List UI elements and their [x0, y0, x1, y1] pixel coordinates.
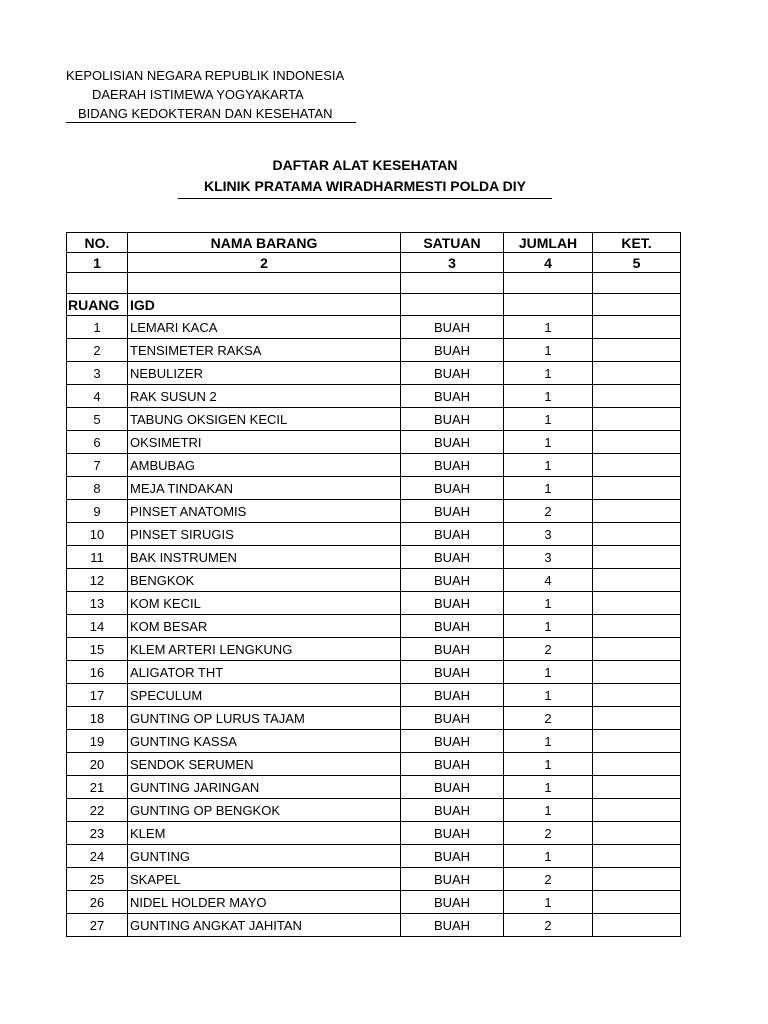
item-quantity: 1	[504, 316, 593, 339]
table-row	[67, 845, 681, 868]
item-notes	[593, 776, 681, 799]
item-number: 14	[67, 615, 128, 638]
item-number: 1	[67, 316, 128, 339]
item-quantity: 1	[504, 408, 593, 431]
item-unit: BUAH	[401, 707, 504, 730]
table-row	[67, 615, 681, 638]
table-row	[67, 799, 681, 822]
item-notes	[593, 569, 681, 592]
item-unit: BUAH	[401, 362, 504, 385]
item-unit: BUAH	[401, 339, 504, 362]
table-row	[67, 339, 681, 362]
item-name: NIDEL HOLDER MAYO	[128, 891, 401, 914]
column-number: 1	[67, 253, 128, 273]
item-name: AMBUBAG	[128, 454, 401, 477]
table-row	[67, 523, 681, 546]
item-number: 18	[67, 707, 128, 730]
item-unit: BUAH	[401, 822, 504, 845]
empty-cell	[128, 273, 401, 294]
item-unit: BUAH	[401, 615, 504, 638]
header-unit: SATUAN	[401, 233, 504, 253]
item-name: RAK SUSUN 2	[128, 385, 401, 408]
item-quantity: 2	[504, 638, 593, 661]
item-number: 15	[67, 638, 128, 661]
item-quantity: 3	[504, 523, 593, 546]
item-number: 3	[67, 362, 128, 385]
item-unit: BUAH	[401, 592, 504, 615]
item-number: 5	[67, 408, 128, 431]
item-number: 21	[67, 776, 128, 799]
table-row	[67, 707, 681, 730]
table-row	[67, 822, 681, 845]
item-unit: BUAH	[401, 661, 504, 684]
section-label: RUANG	[67, 294, 128, 316]
item-notes	[593, 454, 681, 477]
table-row	[67, 730, 681, 753]
table-row	[67, 408, 681, 431]
item-number: 8	[67, 477, 128, 500]
item-unit: BUAH	[401, 316, 504, 339]
item-quantity: 1	[504, 845, 593, 868]
item-number: 12	[67, 569, 128, 592]
letterhead-line-2: DAERAH ISTIMEWA YOGYAKARTA	[92, 87, 304, 102]
empty-cell	[504, 273, 593, 294]
title-line-2: KLINIK PRATAMA WIRADHARMESTI POLDA DIY	[204, 178, 526, 194]
item-name: SENDOK SERUMEN	[128, 753, 401, 776]
empty-cell	[593, 273, 681, 294]
item-notes	[593, 730, 681, 753]
item-name: GUNTING	[128, 845, 401, 868]
item-quantity: 2	[504, 868, 593, 891]
empty-cell	[401, 273, 504, 294]
item-number: 10	[67, 523, 128, 546]
table-row	[67, 569, 681, 592]
title-line-1: DAFTAR ALAT KESEHATAN	[272, 157, 458, 173]
item-notes	[593, 753, 681, 776]
item-quantity: 1	[504, 799, 593, 822]
table-row	[67, 431, 681, 454]
item-quantity: 1	[504, 730, 593, 753]
table-row	[67, 546, 681, 569]
item-number: 6	[67, 431, 128, 454]
header-notes: KET.	[593, 233, 681, 253]
column-number: 4	[504, 253, 593, 273]
item-name: SPECULUM	[128, 684, 401, 707]
item-name: SKAPEL	[128, 868, 401, 891]
item-unit: BUAH	[401, 546, 504, 569]
item-unit: BUAH	[401, 730, 504, 753]
item-notes	[593, 822, 681, 845]
item-notes	[593, 707, 681, 730]
item-name: NEBULIZER	[128, 362, 401, 385]
item-number: 16	[67, 661, 128, 684]
table-row	[67, 684, 681, 707]
item-name: GUNTING KASSA	[128, 730, 401, 753]
item-quantity: 1	[504, 891, 593, 914]
item-number: 13	[67, 592, 128, 615]
item-quantity: 1	[504, 477, 593, 500]
table-row	[67, 776, 681, 799]
table-row	[67, 362, 681, 385]
item-quantity: 2	[504, 914, 593, 937]
item-quantity: 2	[504, 822, 593, 845]
table-row	[67, 868, 681, 891]
item-notes	[593, 500, 681, 523]
table-row	[67, 316, 681, 339]
item-name: GUNTING OP BENGKOK	[128, 799, 401, 822]
item-number: 17	[67, 684, 128, 707]
document-title	[178, 155, 552, 199]
item-quantity: 1	[504, 339, 593, 362]
item-quantity: 1	[504, 454, 593, 477]
item-notes	[593, 661, 681, 684]
item-number: 11	[67, 546, 128, 569]
header-qty: JUMLAH	[504, 233, 593, 253]
item-name: KOM BESAR	[128, 615, 401, 638]
inventory-table	[66, 232, 681, 937]
item-unit: BUAH	[401, 776, 504, 799]
item-notes	[593, 684, 681, 707]
item-notes	[593, 799, 681, 822]
item-number: 24	[67, 845, 128, 868]
item-unit: BUAH	[401, 477, 504, 500]
item-notes	[593, 477, 681, 500]
item-unit: BUAH	[401, 638, 504, 661]
section-row	[67, 294, 681, 316]
table-row	[67, 638, 681, 661]
column-number: 2	[128, 253, 401, 273]
item-name: TENSIMETER RAKSA	[128, 339, 401, 362]
item-name: PINSET SIRUGIS	[128, 523, 401, 546]
item-quantity: 1	[504, 615, 593, 638]
item-unit: BUAH	[401, 454, 504, 477]
item-notes	[593, 845, 681, 868]
item-name: LEMARI KACA	[128, 316, 401, 339]
empty-cell	[593, 294, 681, 316]
item-unit: BUAH	[401, 845, 504, 868]
item-unit: BUAH	[401, 523, 504, 546]
column-number: 3	[401, 253, 504, 273]
item-name: MEJA TINDAKAN	[128, 477, 401, 500]
item-name: BENGKOK	[128, 569, 401, 592]
item-notes	[593, 362, 681, 385]
table-row	[67, 661, 681, 684]
empty-cell	[504, 294, 593, 316]
table-row	[67, 477, 681, 500]
table-row	[67, 592, 681, 615]
column-number-row	[67, 253, 681, 273]
item-quantity: 1	[504, 592, 593, 615]
letterhead-underline	[66, 122, 356, 123]
item-name: GUNTING OP LURUS TAJAM	[128, 707, 401, 730]
item-quantity: 4	[504, 569, 593, 592]
item-number: 22	[67, 799, 128, 822]
table-row	[67, 753, 681, 776]
item-unit: BUAH	[401, 753, 504, 776]
item-unit: BUAH	[401, 408, 504, 431]
item-number: 23	[67, 822, 128, 845]
item-notes	[593, 339, 681, 362]
header-no: NO.	[67, 233, 128, 253]
column-number: 5	[593, 253, 681, 273]
item-number: 25	[67, 868, 128, 891]
item-number: 7	[67, 454, 128, 477]
item-name: KOM KECIL	[128, 592, 401, 615]
header-name: NAMA BARANG	[128, 233, 401, 253]
item-notes	[593, 408, 681, 431]
item-quantity: 1	[504, 362, 593, 385]
item-name: PINSET ANATOMIS	[128, 500, 401, 523]
item-notes	[593, 385, 681, 408]
letterhead-line-1: KEPOLISIAN NEGARA REPUBLIK INDONESIA	[66, 68, 345, 83]
item-name: GUNTING JARINGAN	[128, 776, 401, 799]
item-unit: BUAH	[401, 684, 504, 707]
item-notes	[593, 431, 681, 454]
item-unit: BUAH	[401, 914, 504, 937]
letterhead-line-3: BIDANG KEDOKTERAN DAN KESEHATAN	[78, 106, 333, 121]
item-quantity: 2	[504, 707, 593, 730]
item-unit: BUAH	[401, 868, 504, 891]
item-number: 26	[67, 891, 128, 914]
table-row	[67, 891, 681, 914]
item-unit: BUAH	[401, 569, 504, 592]
item-unit: BUAH	[401, 799, 504, 822]
table-row	[67, 454, 681, 477]
table-row	[67, 914, 681, 937]
section-name: IGD	[128, 294, 401, 316]
item-name: KLEM ARTERI LENGKUNG	[128, 638, 401, 661]
empty-cell	[401, 294, 504, 316]
item-notes	[593, 638, 681, 661]
item-quantity: 1	[504, 776, 593, 799]
item-unit: BUAH	[401, 431, 504, 454]
title-underline	[178, 198, 552, 199]
header-row	[67, 233, 681, 253]
item-name: ALIGATOR THT	[128, 661, 401, 684]
item-name: OKSIMETRI	[128, 431, 401, 454]
item-quantity: 1	[504, 661, 593, 684]
item-number: 4	[67, 385, 128, 408]
table-row	[67, 500, 681, 523]
table-row	[67, 385, 681, 408]
item-name: KLEM	[128, 822, 401, 845]
item-notes	[593, 891, 681, 914]
empty-cell	[67, 273, 128, 294]
item-quantity: 1	[504, 684, 593, 707]
item-number: 20	[67, 753, 128, 776]
item-unit: BUAH	[401, 385, 504, 408]
item-name: GUNTING ANGKAT JAHITAN	[128, 914, 401, 937]
item-number: 27	[67, 914, 128, 937]
item-notes	[593, 316, 681, 339]
item-notes	[593, 592, 681, 615]
spacer-row	[67, 273, 681, 294]
item-quantity: 3	[504, 546, 593, 569]
item-quantity: 1	[504, 753, 593, 776]
item-quantity: 1	[504, 431, 593, 454]
item-notes	[593, 523, 681, 546]
item-unit: BUAH	[401, 891, 504, 914]
item-notes	[593, 868, 681, 891]
item-name: BAK INSTRUMEN	[128, 546, 401, 569]
item-notes	[593, 546, 681, 569]
item-quantity: 1	[504, 385, 593, 408]
item-number: 2	[67, 339, 128, 362]
item-quantity: 2	[504, 500, 593, 523]
item-name: TABUNG OKSIGEN KECIL	[128, 408, 401, 431]
item-number: 9	[67, 500, 128, 523]
item-notes	[593, 914, 681, 937]
item-number: 19	[67, 730, 128, 753]
item-unit: BUAH	[401, 500, 504, 523]
item-notes	[593, 615, 681, 638]
